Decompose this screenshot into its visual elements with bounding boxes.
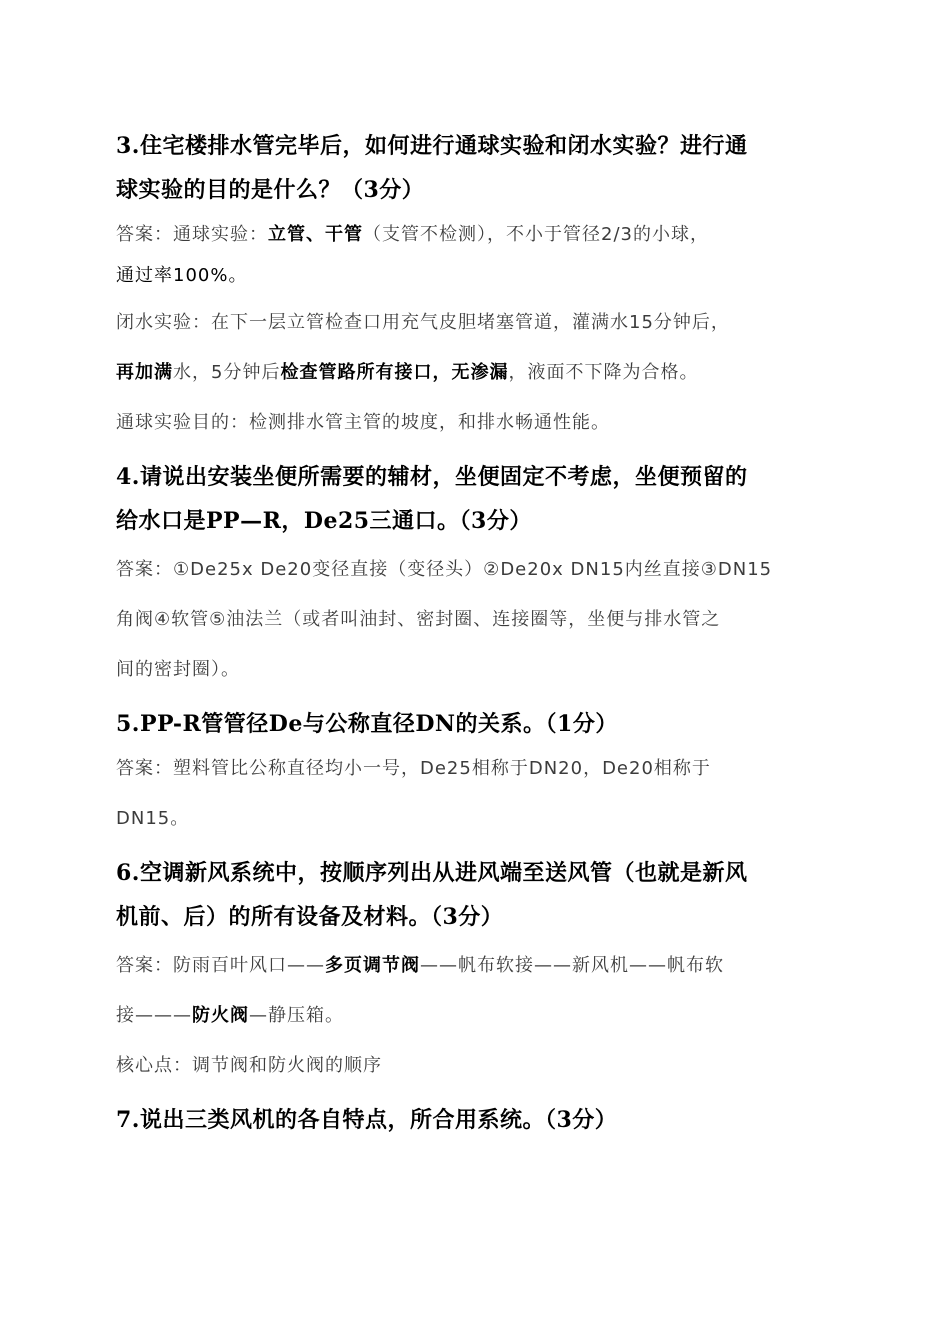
question-4-title	[116, 455, 856, 543]
answer-line	[116, 752, 856, 785]
answer-line	[116, 949, 856, 982]
question-7-title	[116, 1098, 856, 1142]
answer-emphasis: 防火阀	[192, 1005, 249, 1026]
answer-line	[116, 999, 856, 1032]
question-4-title-line1: 4.请说出安装坐便所需要的辅材，坐便固定不考虑，坐便预留的	[116, 464, 748, 490]
answer-text: 接———	[116, 1005, 192, 1026]
question-3-title-line1: 3.住宅楼排水管完毕后，如何进行通球实验和闭水实验？进行通	[116, 133, 748, 159]
answer-line	[116, 603, 856, 636]
answer-text: 答案：防雨百叶风口——	[116, 955, 325, 976]
question-4-answer	[116, 553, 856, 686]
question-3-title-line2: 球实验的目的是什么？（3分）	[116, 177, 425, 203]
question-6-title-line2: 机前、后）的所有设备及材料。（3分）	[116, 904, 504, 930]
answer-emphasis: 立管、干管	[268, 224, 363, 245]
answer-line	[116, 259, 856, 292]
question-6-title	[116, 851, 856, 939]
document-page	[116, 124, 856, 1142]
question-4	[116, 455, 856, 686]
answer-text: 闭水实验：在下一层立管检查口用充气皮胆堵塞管道，灌满水15分钟后，	[116, 312, 730, 333]
answer-text: ，液面不下降为合格。	[508, 362, 699, 383]
answer-text: 水，5分钟后	[173, 362, 281, 383]
question-6	[116, 851, 856, 1082]
answer-text: 答案：塑料管比公称直径均小一号，De25相称于DN20，De20相称于	[116, 758, 711, 779]
answer-line	[116, 406, 856, 439]
answer-emphasis: 再加满	[116, 362, 173, 383]
answer-line	[116, 218, 856, 251]
answer-text: —静压箱。	[249, 1005, 344, 1026]
question-3	[116, 124, 856, 439]
answer-text: DN15。	[116, 808, 190, 829]
answer-text: （支管不检测），不小于管径2/3的小球，	[363, 224, 709, 245]
answer-text: 答案：通球实验：	[116, 224, 268, 245]
answer-line	[116, 653, 856, 686]
answer-line	[116, 802, 856, 835]
question-3-answer	[116, 218, 856, 439]
answer-line	[116, 356, 856, 389]
answer-emphasis: 多页调节阀	[325, 955, 420, 976]
question-7	[116, 1098, 856, 1142]
answer-text: 角阀④软管⑤油法兰（或者叫油封、密封圈、连接圈等，坐便与排水管之	[116, 609, 721, 630]
answer-line	[116, 553, 856, 586]
question-3-title	[116, 124, 856, 212]
question-4-title-line2: 给水口是PP—R，De25三通口。（3分）	[116, 508, 532, 534]
answer-text: 答案：①De25x De20变径直接（变径头）②De20x DN15内丝直接③DN15	[116, 559, 773, 580]
question-5-title-text: 5.PP-R管管径De与公称直径DN的关系。（1分）	[116, 711, 618, 737]
answer-text: ——帆布软接——新风机——帆布软	[420, 955, 724, 976]
question-6-title-line1: 6.空调新风系统中，按顺序列出从进风端至送风管（也就是新风	[116, 860, 748, 886]
question-7-title-text: 7.说出三类风机的各自特点，所合用系统。（3分）	[116, 1107, 618, 1133]
answer-text: 通过率100%。	[116, 265, 248, 286]
answer-line	[116, 1049, 856, 1082]
question-5-answer	[116, 752, 856, 835]
answer-text: 间的密封圈）。	[116, 659, 240, 680]
answer-emphasis: 检查管路所有接口，无渗漏	[280, 362, 509, 383]
answer-text: 核心点：调节阀和防火阀的顺序	[116, 1055, 382, 1076]
question-6-answer	[116, 949, 856, 1082]
question-5	[116, 702, 856, 835]
answer-text: 通球实验目的：检测排水管主管的坡度，和排水畅通性能。	[116, 412, 610, 433]
answer-line	[116, 306, 856, 339]
question-5-title	[116, 702, 856, 746]
